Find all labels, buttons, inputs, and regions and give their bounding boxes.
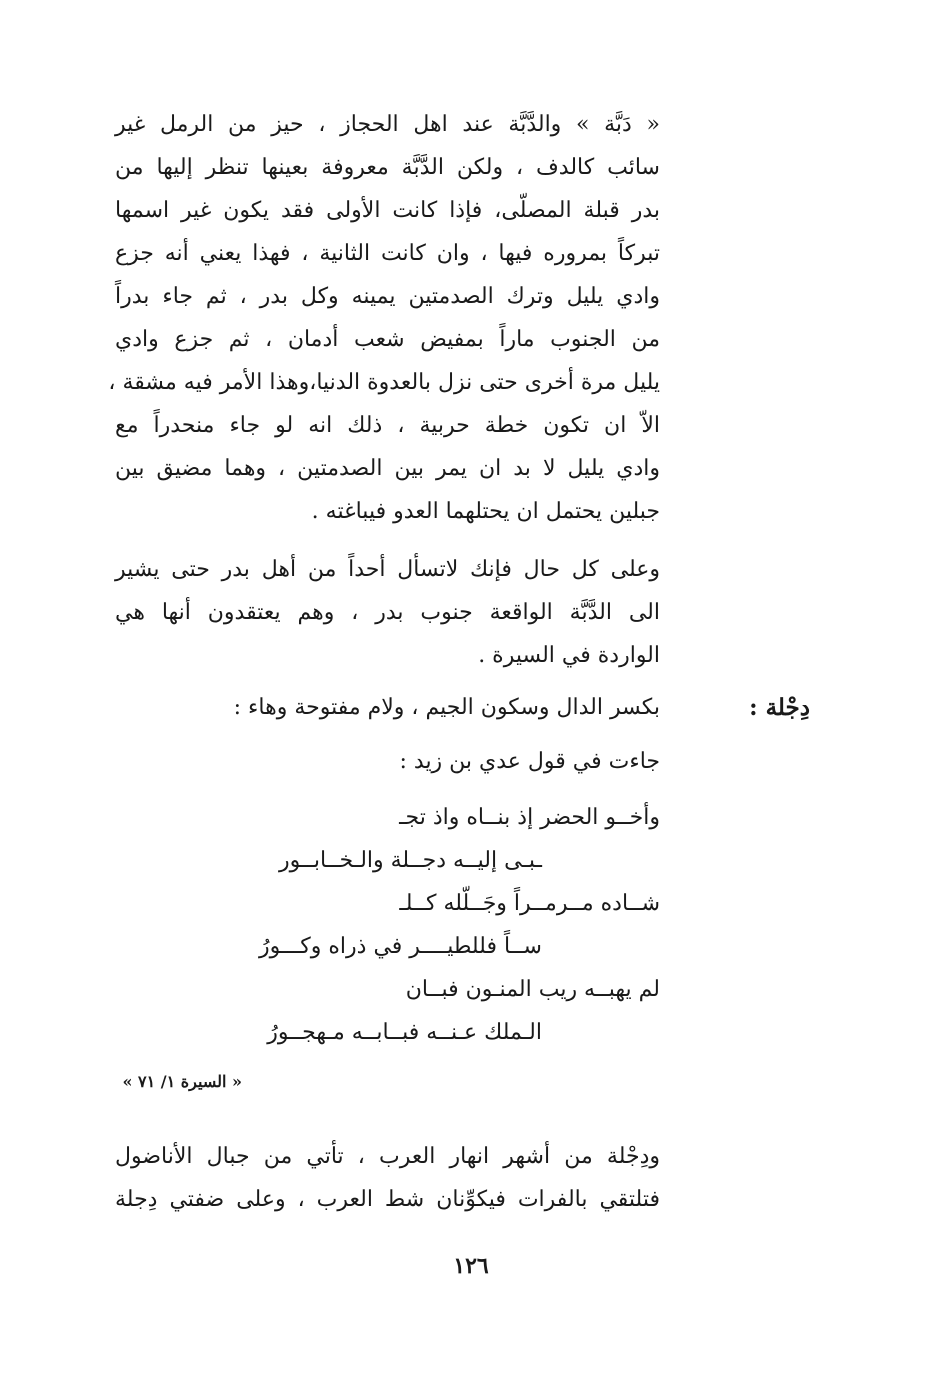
poem-line: الـملك عـنــه فبــابــه مـهجــورُ xyxy=(267,1020,542,1045)
poem-line: لم يهبــه ريب المنـون فبــان xyxy=(405,977,660,1002)
text-line: وادي يليل وترك الصدمتين يمينه وكل بدر ، ثم جاء بدراً xyxy=(115,284,660,309)
paragraph-tigris xyxy=(115,1135,660,1221)
poem-line: وأخــو الحضر إذ بنــاه واذ تجـ xyxy=(399,805,660,830)
poem-line: ســاً فللطيــــر في ذراه وكـــورُ xyxy=(258,934,542,959)
entry-definition: بكسر الدال وسكون الجيم ، ولام مفتوحة وهاء : xyxy=(233,695,660,720)
text-line: من الجنوب ماراً بمفيض شعب أدمان ، ثم جزع وادي xyxy=(115,327,660,352)
text-line: الواردة في السيرة . xyxy=(478,643,660,668)
text-line: يليل مرة أخرى حتى نزل بالعدوة الدنيا،وهذا الأمر فيه مشقة ، xyxy=(108,370,660,395)
page-number: ١٢٦ xyxy=(453,1253,489,1279)
text-line: الى الدَّبَّة الواقعة جنوب بدر ، وهم يعتقدون أنها هي xyxy=(115,600,660,625)
text-line: جبلين يحتمل ان يحتلهما العدو فيباغته . xyxy=(311,499,660,524)
paragraph-dabba-location xyxy=(115,548,660,677)
source-citation: « السيرة ١/ ٧١ » xyxy=(122,1072,242,1091)
paragraph-dabba xyxy=(108,103,660,533)
text-line: وعلى كل حال فإنك لاتسأل أحداً من أهل بدر حتى يشير xyxy=(115,557,660,582)
poem-line: شــاده مــرمــراً وجَــلّله كــلـ xyxy=(399,891,660,916)
poem-line: ـبـى إليــه دجــلة والـخــابــور xyxy=(278,848,542,873)
text-line: الاّ ان تكون خطة حربية ، ذلك انه لو جاء منحدراً مع xyxy=(115,413,660,438)
text-line: تبركاً بمروره فيها ، وان كانت الثانية ، فهذا يعني أنه جزع xyxy=(115,241,660,266)
text-line: وادي يليل لا بد ان يمر بين الصدمتين ، وهما مضيق بين xyxy=(115,456,660,481)
text-line: فتلتقي بالفرات فيكوِّنان شط العرب ، وعلى ضفتي دِجلة xyxy=(115,1187,660,1212)
text-line: بدر قبلة المصلّى، فإذا كانت الأولى فقد يكون غير اسمها xyxy=(115,198,660,223)
text-line: « دَبَّة » والدَّبَّة عند اهل الحجاز ، حيز من الرمل غير xyxy=(115,112,660,137)
poem-intro: جاءت في قول عدي بن زيد : xyxy=(399,749,660,774)
text-line: سائب كالدف ، ولكن الدَّبَّة معروفة بعينها تنظر إليها من xyxy=(115,155,660,180)
entry-headword: دِجْلة : xyxy=(749,694,810,721)
text-line: ودِجْلة من أشهر انهار العرب ، تأتي من جبال الأناضول xyxy=(115,1144,660,1169)
